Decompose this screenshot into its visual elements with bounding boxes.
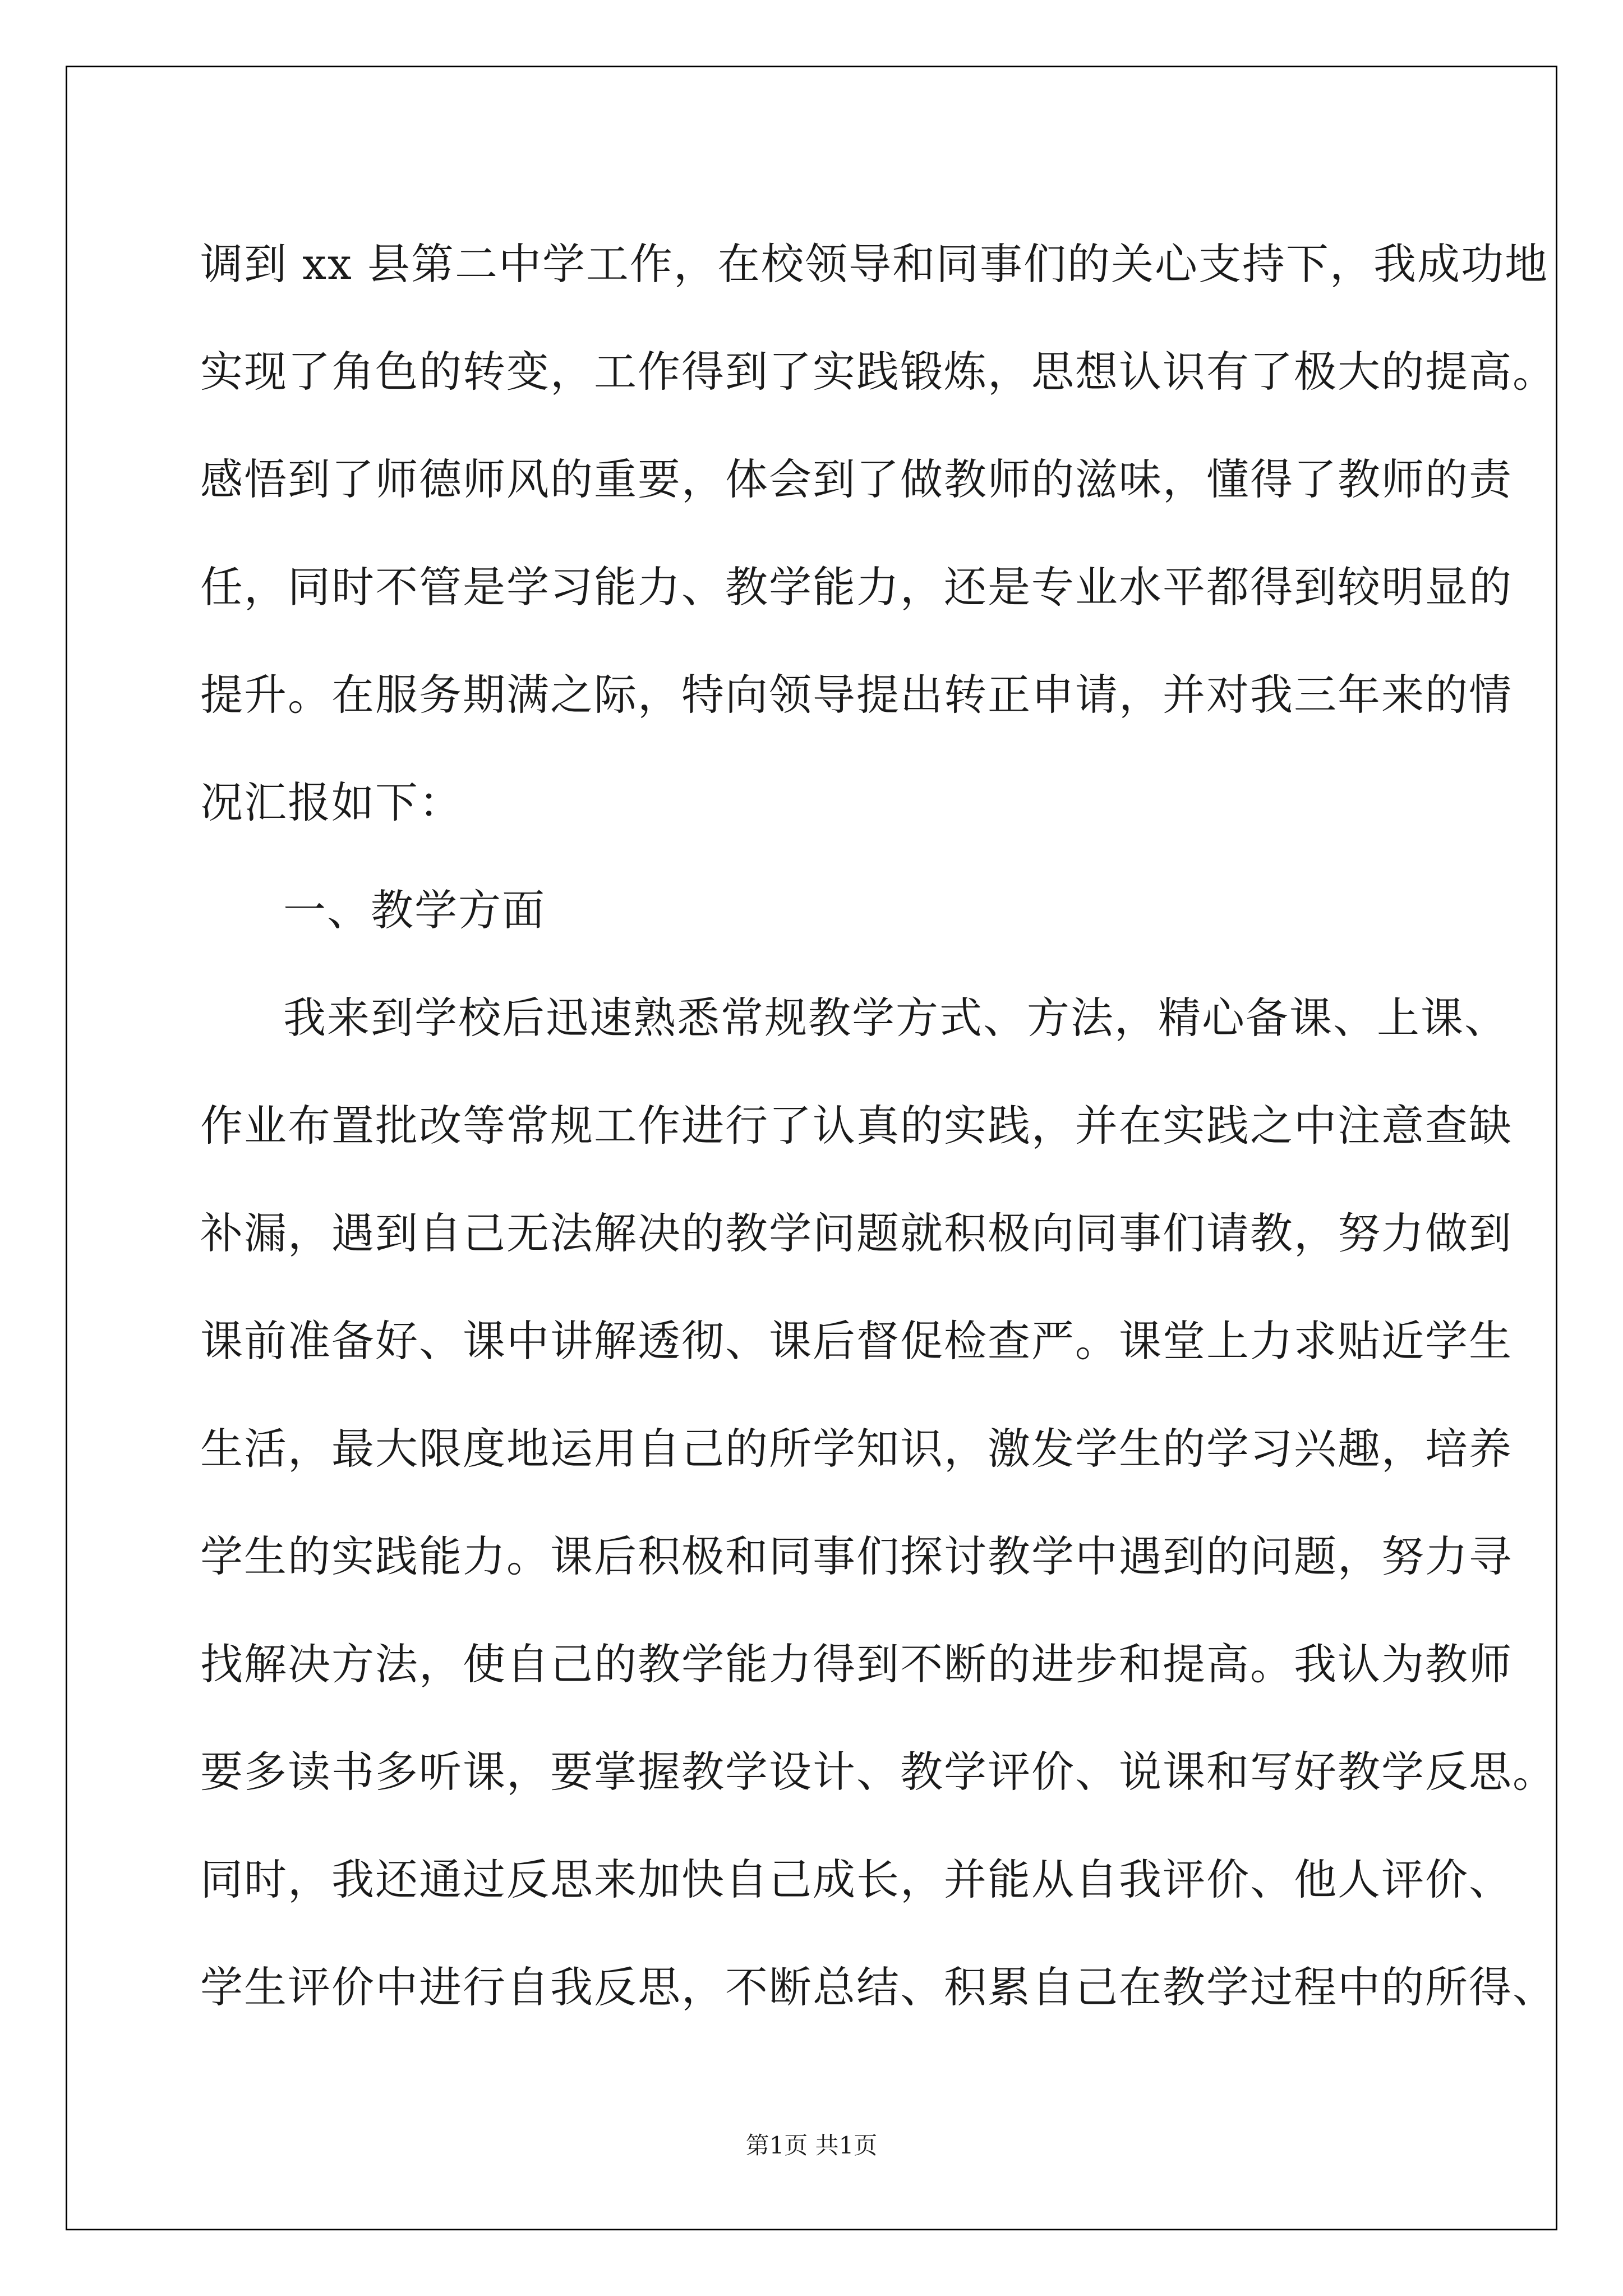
text-line: 任，同时不管是学习能力、教学能力，还是专业水平都得到较明显的: [200, 562, 1513, 612]
text-line: 找解决方法，使自己的教学能力得到不断的进步和提高。我认为教师: [200, 1639, 1513, 1689]
text-line: 作业布置批改等常规工作进行了认真的实践，并在实践之中注意查缺: [200, 1101, 1513, 1151]
text-line: 实现了角色的转变，工作得到了实践锻炼，思想认识有了极大的提高。: [200, 347, 1556, 397]
text-line: 同时，我还通过反思来加快自己成长，并能从自我评价、他人评价、: [200, 1855, 1513, 1904]
text-line: 生活，最大限度地运用自己的所学知识，激发学生的学习兴趣，培养: [200, 1424, 1513, 1474]
text-line: 学生评价中进行自我反思，不断总结、积累自己在教学过程中的所得、: [200, 1962, 1556, 2012]
text-line: 提升。在服务期满之际，特向领导提出转正申请，并对我三年来的情: [200, 670, 1513, 720]
text-line: 学生的实践能力。课后积极和同事们探讨教学中遇到的问题，努力寻: [200, 1531, 1513, 1581]
text-line: 况汇报如下：: [200, 777, 463, 827]
page-footer: [0, 2129, 1623, 2162]
text-line: 课前准备好、课中讲解透彻、课后督促检查严。课堂上力求贴近学生: [200, 1316, 1513, 1366]
text-line: 我来到学校后迅速熟悉常规教学方式、方法，精心备课、上课、: [283, 993, 1508, 1043]
text-line: 感悟到了师德师风的重要，体会到了做教师的滋味，懂得了教师的责: [200, 454, 1513, 504]
page-number-label: 第1页 共1页: [745, 2132, 878, 2159]
text-line: 要多读书多听课，要掌握教学设计、教学评价、说课和写好教学反思。: [200, 1747, 1556, 1797]
text-line: 一、教学方面: [283, 885, 546, 935]
document-body: [200, 210, 1556, 2041]
text-line: 补漏，遇到自己无法解决的教学问题就积极向同事们请教，努力做到: [200, 1208, 1513, 1258]
text-line: 调到 xx 县第二中学工作，在校领导和同事们的关心支持下，我成功地: [200, 239, 1549, 289]
